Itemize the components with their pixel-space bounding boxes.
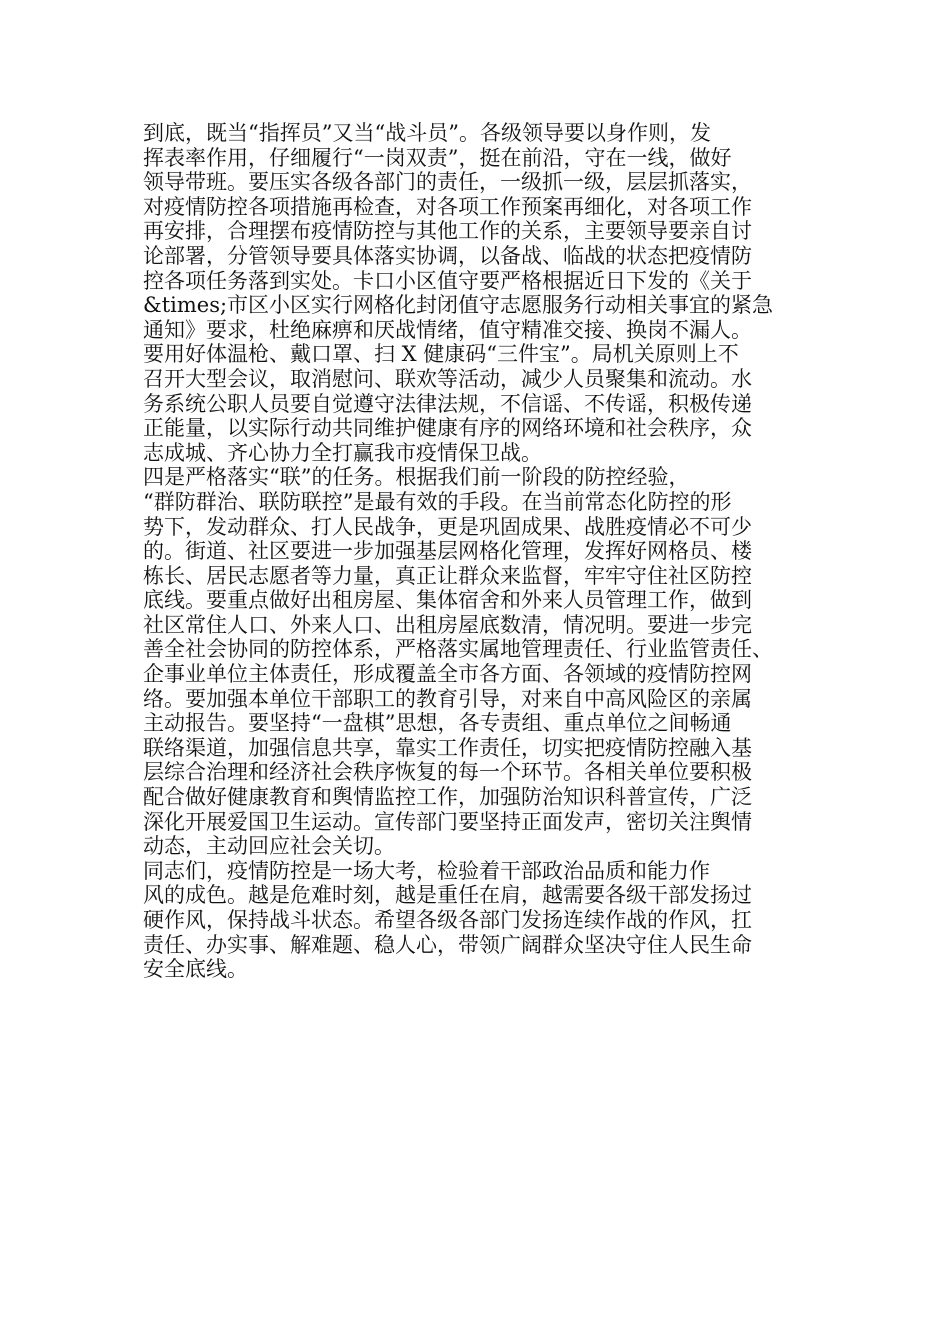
paragraph: 到底，既当“指挥员”又当“战斗员”。各级领导要以身作则，发 挥表率作用，仔细履行“一岗双责”，挺在前沿，守在一线，做好 领导带班。要压实各级各部门的责任，一级抓一级，层层抓落实， 对疫情防控各项措施再检查，对各项工作预案再细化，对各项工作 再安排，合理摆布疫情防控与其他工作的关系，主要领导要亲自讨 论部署，分管领导要具体落实协调，以备战、临战的状态把疫情防 控各项任务落到实处。卡口小区值守要严格根据近日下发的《关于 &times;市区小区实行网格化封闭值守志愿服务行动相关事宜的紧急 通知》要求，杜绝麻痹和厌战情绪，值守精准交接、换岗不漏人。 要用好体温枪、戴口罩、扫 X 健康码“三件宝”。局机关原则上不 召开大型会议，取消慰问、联欢等活动，减少人员聚集和流动。水 务系统公职人员要自觉遵守法律法规，不信谣、不传谣，积极传递 正能量，以实际行动共同维护健康有序的网络环境和社会秩序，众 志成城、齐心协力全打赢我市疫情保卫战。 (143, 121, 774, 465)
paragraph: 同志们，疫情防控是一场大考，检验着干部政治品质和能力作 风的成色。越是危难时刻，越是重任在肩，越需要各级干部发扬过 硬作风，保持战斗状态。希望各级各部门发扬连续作战的作风，扛 责任、办实事、解难题、稳人心，带领广阔群众坚决守住人民生命 安全底线。 (143, 858, 752, 982)
paragraph: 四是严格落实“联”的任务。根据我们前一阶段的防控经验， “群防群治、联防联控”是最有效的手段。在当前常态化防控的形 势下，发动群众、打人民战争，更是巩固成果、战胜疫情必不可少 的。街道、社区要进一步加强基层网格化管理，发挥好网格员、楼 栋长、居民志愿者等力量，真正让群众来监督，牢牢守住社区防控 底线。要重点做好出租房屋、集体宿舍和外来人员管理工作，做到 社区常住人口、外来人口、出租房屋底数清，情况明。要进一步完 善全社会协同的防控体系，严格落实属地管理责任、行业监管责任、 企事业单位主体责任，形成覆盖全市各方面、各领域的疫情防控网 络。要加强本单位干部职工的教育引导，对来自中高风险区的亲属 主动报告。要坚持“一盘棋”思想，各专责组、重点单位之间畅通 联络渠道，加强信息共享，靠实工作责任，切实把疫情防控融入基 层综合治理和经济社会秩序恢复的每一个环节。各相关单位要积极 配合做好健康教育和舆情监控工作，加强防治知识科普宣传，广泛 深化开展爱国卫生运动。宣传部门要坚持正面发声，密切关注舆情 动态，主动回应社会关切。 (143, 465, 773, 859)
document-body (143, 121, 815, 982)
